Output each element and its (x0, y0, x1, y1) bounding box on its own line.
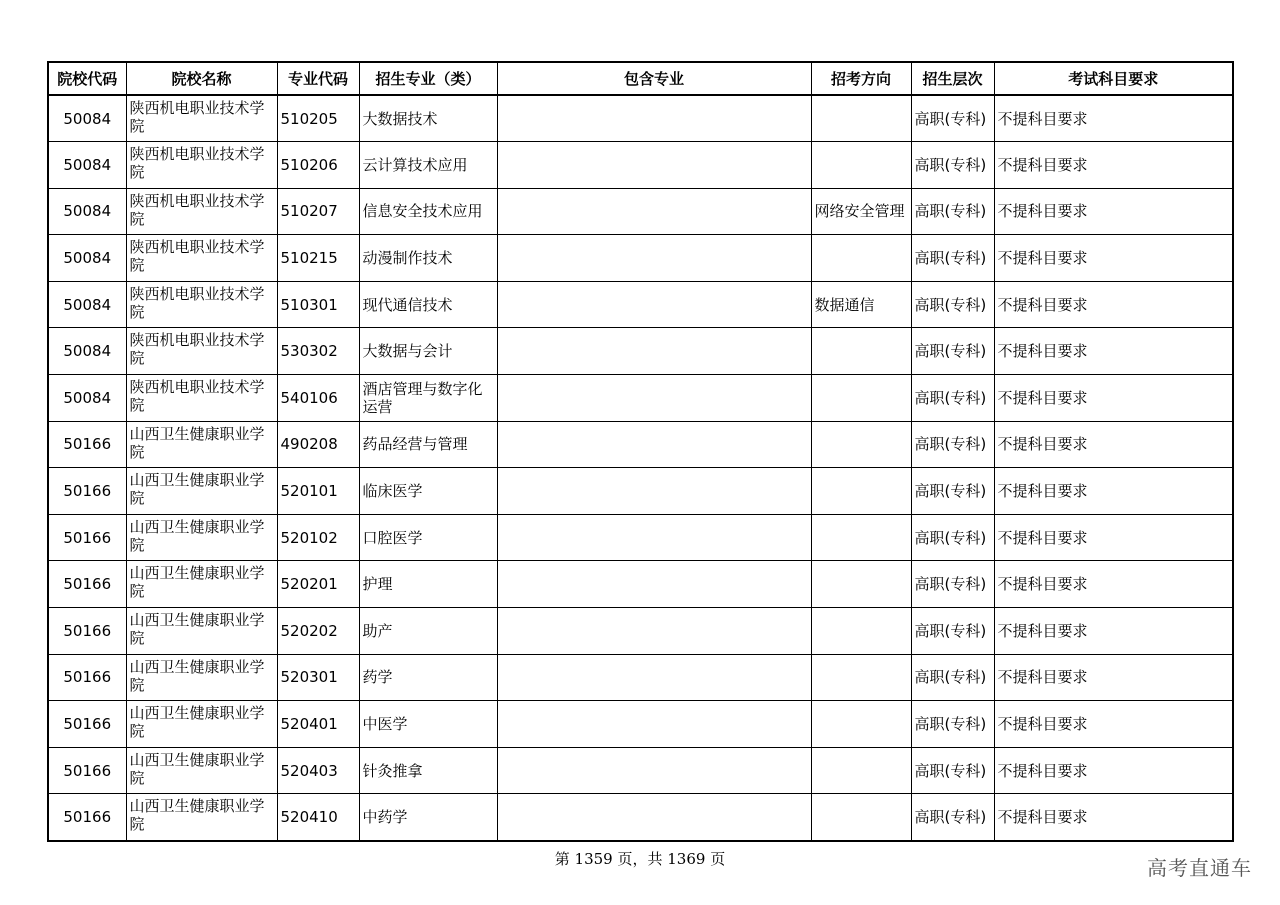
cell-subject-requirement: 不提科目要求 (994, 701, 1233, 748)
cell-direction (811, 747, 911, 794)
cell-major-category: 临床医学 (359, 468, 497, 515)
cell-major-code: 530302 (277, 328, 359, 375)
cell-included-majors (497, 701, 811, 748)
cell-included-majors (497, 235, 811, 282)
cell-major-code: 510215 (277, 235, 359, 282)
cell-school-code: 50084 (48, 188, 126, 235)
cell-major-code: 510206 (277, 142, 359, 189)
header-major-category: 招生专业（类） (359, 62, 497, 95)
cell-included-majors (497, 188, 811, 235)
table-row (48, 608, 1233, 655)
table-row (48, 654, 1233, 701)
cell-school-code: 50166 (48, 561, 126, 608)
cell-subject-requirement: 不提科目要求 (994, 654, 1233, 701)
cell-school-code: 50166 (48, 608, 126, 655)
header-major-code: 专业代码 (277, 62, 359, 95)
cell-school-name: 陕西机电职业技术学院 (126, 235, 277, 282)
admissions-table (47, 61, 1234, 842)
cell-included-majors (497, 95, 811, 142)
cell-included-majors (497, 328, 811, 375)
cell-direction (811, 95, 911, 142)
header-school-code: 院校代码 (48, 62, 126, 95)
cell-subject-requirement: 不提科目要求 (994, 235, 1233, 282)
table-body (48, 95, 1233, 841)
cell-direction: 数据通信 (811, 281, 911, 328)
cell-school-code: 50166 (48, 747, 126, 794)
cell-school-code: 50166 (48, 468, 126, 515)
cell-level: 高职(专科) (911, 142, 994, 189)
cell-school-code: 50084 (48, 142, 126, 189)
cell-major-code: 520410 (277, 794, 359, 841)
cell-school-code: 50084 (48, 95, 126, 142)
cell-major-code: 510301 (277, 281, 359, 328)
cell-level: 高职(专科) (911, 468, 994, 515)
cell-school-name: 山西卫生健康职业学院 (126, 701, 277, 748)
cell-subject-requirement: 不提科目要求 (994, 468, 1233, 515)
cell-subject-requirement: 不提科目要求 (994, 421, 1233, 468)
cell-level: 高职(专科) (911, 281, 994, 328)
cell-included-majors (497, 468, 811, 515)
cell-included-majors (497, 654, 811, 701)
table-row (48, 235, 1233, 282)
cell-major-category: 云计算技术应用 (359, 142, 497, 189)
cell-direction (811, 375, 911, 422)
cell-level: 高职(专科) (911, 701, 994, 748)
cell-subject-requirement: 不提科目要求 (994, 375, 1233, 422)
cell-major-category: 助产 (359, 608, 497, 655)
cell-major-category: 护理 (359, 561, 497, 608)
cell-level: 高职(专科) (911, 95, 994, 142)
cell-direction (811, 235, 911, 282)
table-row (48, 561, 1233, 608)
cell-direction (811, 421, 911, 468)
table-row (48, 188, 1233, 235)
watermark-logo-text: 高考直通车 (1147, 856, 1252, 880)
table-header-row (48, 62, 1233, 95)
cell-subject-requirement: 不提科目要求 (994, 142, 1233, 189)
cell-school-code: 50166 (48, 421, 126, 468)
cell-school-name: 陕西机电职业技术学院 (126, 328, 277, 375)
cell-school-name: 山西卫生健康职业学院 (126, 421, 277, 468)
cell-included-majors (497, 794, 811, 841)
cell-school-code: 50084 (48, 235, 126, 282)
cell-direction (811, 608, 911, 655)
cell-direction (811, 794, 911, 841)
table-row (48, 142, 1233, 189)
cell-major-code: 520201 (277, 561, 359, 608)
cell-major-category: 口腔医学 (359, 514, 497, 561)
table-row (48, 281, 1233, 328)
header-direction: 招考方向 (811, 62, 911, 95)
cell-school-name: 陕西机电职业技术学院 (126, 95, 277, 142)
cell-school-name: 山西卫生健康职业学院 (126, 468, 277, 515)
header-included-majors: 包含专业 (497, 62, 811, 95)
cell-level: 高职(专科) (911, 747, 994, 794)
cell-direction (811, 561, 911, 608)
cell-school-code: 50166 (48, 794, 126, 841)
page-number: 第 1359 页，共 1369 页 (554, 850, 726, 868)
cell-subject-requirement: 不提科目要求 (994, 188, 1233, 235)
cell-major-code: 520403 (277, 747, 359, 794)
cell-level: 高职(专科) (911, 561, 994, 608)
cell-school-name: 山西卫生健康职业学院 (126, 747, 277, 794)
cell-major-code: 510207 (277, 188, 359, 235)
cell-school-code: 50166 (48, 514, 126, 561)
table-row (48, 375, 1233, 422)
cell-level: 高职(专科) (911, 328, 994, 375)
cell-included-majors (497, 514, 811, 561)
table-row (48, 328, 1233, 375)
cell-major-category: 中药学 (359, 794, 497, 841)
cell-included-majors (497, 421, 811, 468)
cell-school-name: 山西卫生健康职业学院 (126, 794, 277, 841)
cell-major-code: 490208 (277, 421, 359, 468)
cell-included-majors (497, 608, 811, 655)
cell-major-category: 针灸推拿 (359, 747, 497, 794)
cell-major-category: 大数据技术 (359, 95, 497, 142)
cell-school-name: 山西卫生健康职业学院 (126, 608, 277, 655)
table-row (48, 95, 1233, 142)
table-row (48, 468, 1233, 515)
cell-major-category: 药品经营与管理 (359, 421, 497, 468)
cell-major-code: 520202 (277, 608, 359, 655)
cell-major-code: 520101 (277, 468, 359, 515)
cell-school-name: 山西卫生健康职业学院 (126, 654, 277, 701)
cell-school-name: 山西卫生健康职业学院 (126, 561, 277, 608)
cell-direction (811, 701, 911, 748)
cell-major-category: 大数据与会计 (359, 328, 497, 375)
cell-included-majors (497, 747, 811, 794)
cell-level: 高职(专科) (911, 235, 994, 282)
cell-school-name: 陕西机电职业技术学院 (126, 375, 277, 422)
cell-school-code: 50084 (48, 375, 126, 422)
cell-subject-requirement: 不提科目要求 (994, 281, 1233, 328)
cell-subject-requirement: 不提科目要求 (994, 608, 1233, 655)
cell-level: 高职(专科) (911, 794, 994, 841)
cell-major-code: 520102 (277, 514, 359, 561)
cell-included-majors (497, 561, 811, 608)
header-level: 招生层次 (911, 62, 994, 95)
cell-level: 高职(专科) (911, 375, 994, 422)
cell-subject-requirement: 不提科目要求 (994, 794, 1233, 841)
header-school-name: 院校名称 (126, 62, 277, 95)
cell-level: 高职(专科) (911, 188, 994, 235)
cell-included-majors (497, 375, 811, 422)
cell-major-category: 中医学 (359, 701, 497, 748)
cell-school-code: 50084 (48, 281, 126, 328)
table-row (48, 747, 1233, 794)
cell-school-code: 50084 (48, 328, 126, 375)
cell-subject-requirement: 不提科目要求 (994, 561, 1233, 608)
cell-major-category: 药学 (359, 654, 497, 701)
cell-level: 高职(专科) (911, 421, 994, 468)
cell-subject-requirement: 不提科目要求 (994, 95, 1233, 142)
cell-level: 高职(专科) (911, 608, 994, 655)
cell-major-code: 520401 (277, 701, 359, 748)
cell-direction (811, 142, 911, 189)
header-subject-requirement: 考试科目要求 (994, 62, 1233, 95)
cell-subject-requirement: 不提科目要求 (994, 747, 1233, 794)
cell-school-name: 山西卫生健康职业学院 (126, 514, 277, 561)
cell-direction (811, 468, 911, 515)
cell-included-majors (497, 281, 811, 328)
cell-major-category: 信息安全技术应用 (359, 188, 497, 235)
cell-major-category: 动漫制作技术 (359, 235, 497, 282)
cell-level: 高职(专科) (911, 514, 994, 561)
cell-direction (811, 328, 911, 375)
cell-direction (811, 654, 911, 701)
cell-subject-requirement: 不提科目要求 (994, 514, 1233, 561)
cell-school-name: 陕西机电职业技术学院 (126, 281, 277, 328)
table-row (48, 421, 1233, 468)
cell-school-name: 陕西机电职业技术学院 (126, 142, 277, 189)
cell-school-code: 50166 (48, 654, 126, 701)
cell-major-code: 520301 (277, 654, 359, 701)
cell-school-name: 陕西机电职业技术学院 (126, 188, 277, 235)
table-row (48, 514, 1233, 561)
cell-school-code: 50166 (48, 701, 126, 748)
cell-major-code: 540106 (277, 375, 359, 422)
cell-level: 高职(专科) (911, 654, 994, 701)
cell-direction (811, 514, 911, 561)
cell-direction: 网络安全管理 (811, 188, 911, 235)
cell-subject-requirement: 不提科目要求 (994, 328, 1233, 375)
cell-major-category: 现代通信技术 (359, 281, 497, 328)
table-row (48, 794, 1233, 841)
cell-major-code: 510205 (277, 95, 359, 142)
table-row (48, 701, 1233, 748)
cell-included-majors (497, 142, 811, 189)
cell-major-category: 酒店管理与数字化运营 (359, 375, 497, 422)
